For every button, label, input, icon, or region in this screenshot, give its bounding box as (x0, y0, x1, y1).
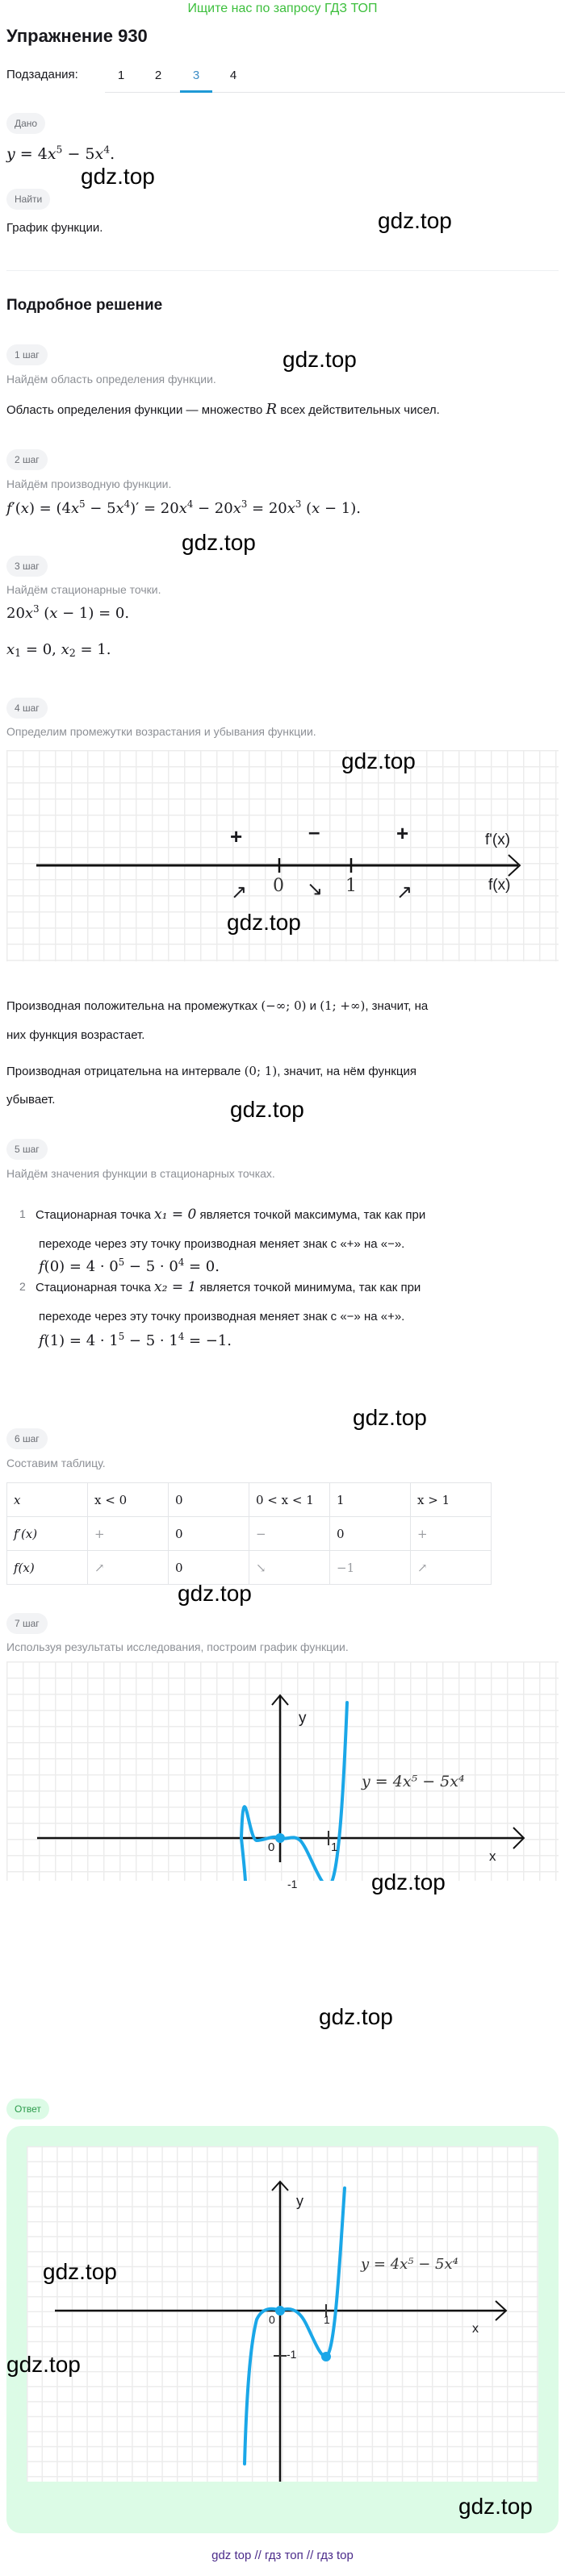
step-5-chip: 5 шаг (6, 1139, 48, 1160)
watermark: gdz.top (6, 2352, 81, 2377)
max-point (275, 2306, 285, 2315)
watermark: gdz.top (230, 1097, 304, 1122)
sign-minus: – (308, 819, 320, 844)
tick-minus-1-label: -1 (287, 2348, 297, 2361)
list-number: 2 (19, 1280, 26, 1293)
list-number: 1 (19, 1207, 26, 1220)
find-text: График функции. (6, 221, 103, 235)
step-4-para-2-cont: убывает. (6, 1093, 56, 1107)
step-1-hint: Найдём область определения функции. (6, 373, 216, 386)
solution-heading: Подробное решение (6, 297, 163, 314)
y-axis-label: y (299, 1710, 307, 1727)
increasing-arrow-icon: ↗ (231, 882, 248, 903)
step-5-item-2-line-1: Стационарная точка x₂ = 1 является точкой минимума, так как при (36, 1279, 421, 1295)
answer-graph (27, 2146, 538, 2482)
point-1-label: 1 (345, 876, 357, 896)
answer-graph-svg (27, 2146, 538, 2482)
promo-banner[interactable]: Ищите нас по запросу ГДЗ ТОП (187, 2, 378, 15)
sign-table (6, 1482, 492, 1585)
watermark: gdz.top (43, 2259, 117, 2284)
decreasing-arrow-icon: ↘ (307, 878, 324, 900)
watermark: gdz.top (378, 208, 452, 233)
step-3-formula-1: $20x^3$ (x − 1) = 0. (6, 602, 130, 622)
watermark: gdz.top (81, 164, 155, 189)
x-axis-label: x (489, 1849, 496, 1864)
tick-0-label: 0 (268, 1840, 275, 1854)
curve-label: y = 4x⁵ − 5x⁴ (361, 2256, 458, 2273)
given-formula: $y = 4x^5 - 5x^4$. (6, 144, 115, 163)
function-curve-left-tail (241, 1838, 247, 1881)
watermark: gdz.top (458, 2494, 533, 2519)
min-point (321, 2352, 331, 2361)
watermark: gdz.top (178, 1581, 252, 1606)
answer-box (6, 2126, 559, 2533)
step-5-item-2-formula: $f(1) = 4 \cdot 1^5 - 5 \cdot 1^4 = -1$. (39, 1330, 232, 1349)
divider (6, 270, 559, 271)
tab-subtask-4[interactable]: 4 (229, 69, 237, 82)
watermark: gdz.top (371, 1869, 446, 1894)
y-axis-label: y (296, 2193, 303, 2209)
tick-1-label: 1 (324, 2313, 330, 2326)
step-3-hint: Найдём стационарные точки. (6, 583, 161, 596)
tab-subtask-1[interactable]: 1 (117, 69, 125, 82)
tick-1-label: 1 (331, 1840, 338, 1854)
step-5-item-1-formula: $f(0) = 4 \cdot 0^5 - 5 \cdot 0^4 = 0$. (39, 1256, 220, 1275)
sign-plus-left: + (230, 824, 243, 848)
step-4-para-1: Производная положительна на промежутках (−∞; 0) и (1; +∞), значит, на (6, 998, 429, 1013)
step-4-para-2: Производная отрицательна на интервале (0; 1), значит, на нём функция (6, 1064, 416, 1078)
watermark: gdz.top (341, 748, 416, 773)
page-title: Упражнение 930 (6, 26, 148, 46)
label-f: f(x) (488, 877, 511, 894)
x-axis-label: x (472, 2322, 479, 2336)
footer-links[interactable]: gdz top // гдз топ // гдз top (211, 2549, 354, 2562)
tick-0-label: 0 (269, 2313, 275, 2326)
given-chip: Дано (6, 113, 45, 134)
table-row: f(x) ↗ 0 ↘ −1 ↗ (7, 1551, 492, 1585)
step-2-formula: $f'(x) = (4x^5 - 5x^4)' = 20x^4 - 20x^3 = 20x^3$ (x − 1). (6, 498, 361, 517)
tab-subtask-3[interactable]: 3 (180, 66, 212, 93)
curve-label: y = 4x⁵ − 5x⁴ (362, 1773, 465, 1790)
answer-chip: Ответ (6, 2099, 49, 2120)
watermark: gdz.top (227, 910, 301, 935)
watermark: gdz.top (353, 1405, 427, 1430)
tick-minus-1-label: -1 (287, 1878, 298, 1890)
step-7-chip: 7 шаг (6, 1613, 48, 1634)
sign-plus-right: + (396, 821, 409, 845)
step-4-hint: Определим промежутки возрастания и убывания функции. (6, 725, 316, 738)
step-3-chip: 3 шаг (6, 556, 48, 577)
subtasks-label: Подзадания: (6, 68, 78, 81)
function-graph-svg (6, 1661, 559, 1881)
watermark: gdz.top (319, 2004, 393, 2029)
watermark: gdz.top (282, 347, 357, 372)
step-2-hint: Найдём производную функции. (6, 477, 172, 490)
watermark: gdz.top (182, 530, 256, 555)
step-6-hint: Составим таблицу. (6, 1457, 106, 1469)
step-4-para-1-cont: них функция возрастает. (6, 1028, 145, 1042)
step-5-item-1-line-2: переходе через эту точку производная меняет знак с «+» на «−». (39, 1237, 405, 1251)
increasing-arrow-icon: ↗ (396, 882, 413, 903)
subtask-tabs (105, 63, 565, 93)
table-row: x x < 0 0 0 < x < 1 1 x > 1 (7, 1483, 492, 1517)
step-7-hint: Используя результаты исследования, построим график функции. (6, 1640, 349, 1653)
point-0-label: 0 (273, 876, 284, 896)
step-3-formula-2: $x_1 = 0$, $x_2 = 1$. (6, 641, 111, 660)
step-1-text: Область определения функции — множество R всех действительных чисел. (6, 401, 440, 418)
label-fprime: f'(x) (485, 832, 511, 848)
max-point (275, 1833, 285, 1843)
function-graph (6, 1661, 559, 1894)
step-2-chip: 2 шаг (6, 449, 48, 470)
step-4-chip: 4 шаг (6, 698, 48, 719)
step-1-chip: 1 шаг (6, 344, 48, 365)
tab-subtask-2[interactable]: 2 (154, 69, 162, 82)
step-5-item-2-line-2: переходе через эту точку производная меняет знак с «−» на «+». (39, 1310, 405, 1323)
step-5-hint: Найдём значения функции в стационарных точках. (6, 1167, 275, 1180)
step-5-item-1-line-1: Стационарная точка x₁ = 0 является точкой максимума, так как при (36, 1207, 426, 1223)
table-row: f′(x) + 0 − 0 + (7, 1517, 492, 1551)
number-line-figure (6, 750, 559, 961)
find-chip: Найти (6, 189, 50, 210)
step-6-chip: 6 шаг (6, 1428, 48, 1449)
function-curve (245, 2188, 345, 2464)
